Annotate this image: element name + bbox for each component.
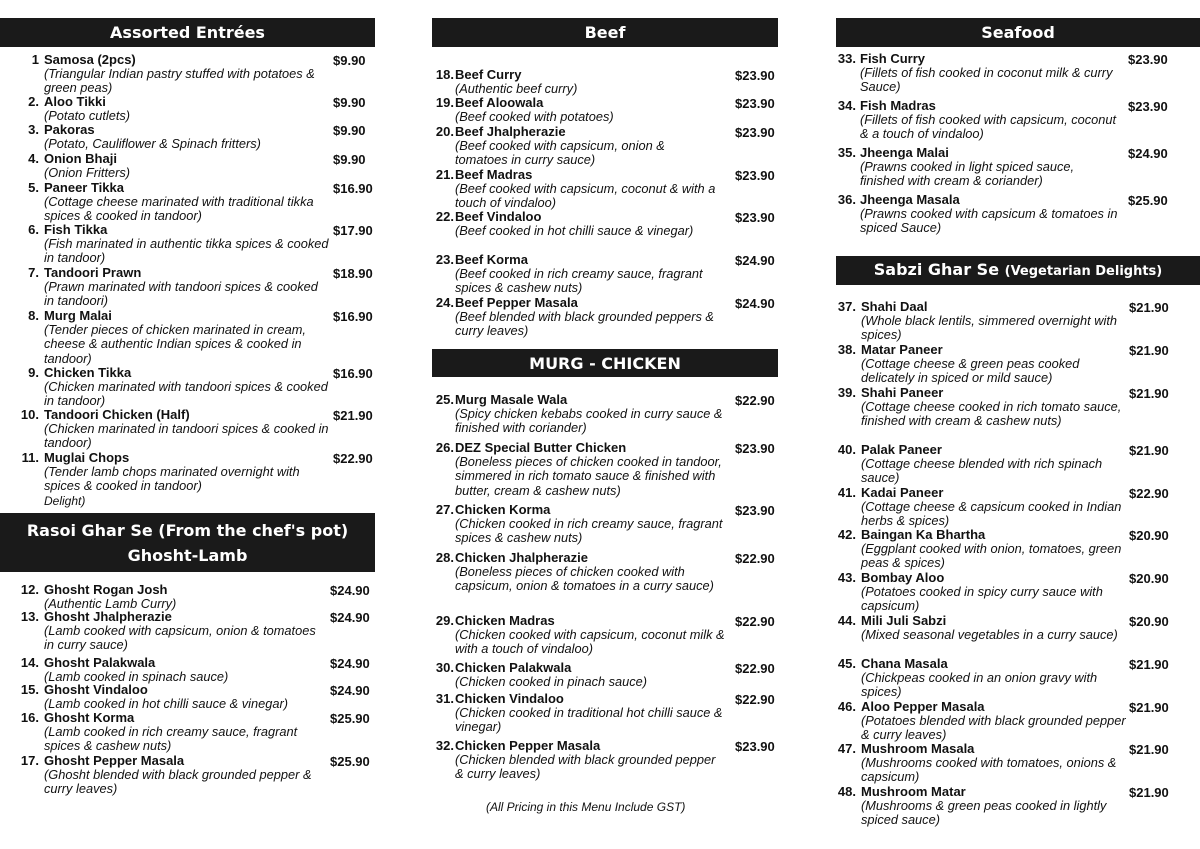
item-name: DEZ Special Butter Chicken	[455, 440, 627, 455]
item-price: $24.90	[330, 683, 370, 698]
item-number: 13.	[20, 609, 39, 624]
item-name: Chicken Madras	[455, 613, 555, 628]
item-number: 37.	[837, 299, 856, 314]
item-price: $16.90	[333, 366, 373, 381]
item-price: $25.90	[330, 711, 370, 726]
item-price: $22.90	[735, 393, 775, 408]
item-description: (Beef blended with black grounded peppers & curry leaves)	[455, 309, 714, 339]
item-name: Shahi Daal	[861, 299, 928, 314]
section-title-small: (Vegetarian Delights)	[1004, 264, 1163, 279]
item-number: 21.	[435, 167, 454, 182]
item-number: 48.	[837, 784, 856, 799]
item-number: 33.	[837, 51, 856, 66]
item-name: Ghosht Rogan Josh	[44, 582, 168, 597]
item-name: Fish Tikka	[44, 222, 108, 237]
item-description: (Eggplant cooked with onion, tomatoes, green peas & spices)	[861, 541, 1122, 571]
item-description: (Tender lamb chops marinated overnight with spices & cooked in tandoor)	[44, 464, 300, 494]
item-number: 40.	[837, 442, 856, 457]
item-number: 47.	[837, 741, 856, 756]
item-price: $23.90	[1128, 99, 1168, 114]
item-price: $24.90	[330, 656, 370, 671]
section-header-vegetarian	[836, 256, 1200, 285]
item-name: Baingan Ka Bhartha	[861, 527, 986, 542]
item-number: 1	[31, 52, 39, 67]
item-description: (Authentic beef curry)	[455, 81, 578, 96]
item-price: $22.90	[735, 551, 775, 566]
item-name: Chicken Korma	[455, 502, 551, 517]
item-price: $24.90	[1128, 146, 1168, 161]
item-description: (Whole black lentils, simmered overnight with spices)	[861, 313, 1118, 343]
section-title-wrap	[836, 257, 1200, 284]
item-price: $21.90	[1129, 742, 1169, 757]
item-name: Mushroom Matar	[861, 784, 966, 799]
item-description: (Lamb cooked in rich creamy sauce, fragrant spices & cashew nuts)	[44, 724, 298, 754]
item-number: 31.	[435, 691, 454, 706]
item-number: 5.	[28, 180, 39, 195]
item-number: 25.	[435, 392, 454, 407]
item-name: Chana Masala	[861, 656, 948, 671]
item-name: Muglai Chops	[44, 450, 130, 465]
item-number: 46.	[837, 699, 856, 714]
item-number: 24.	[435, 295, 454, 310]
item-description: (Potato cutlets)	[44, 108, 131, 123]
item-price: $22.90	[1129, 486, 1169, 501]
item-description: (Lamb cooked with capsicum, onion & tomatoes in curry sauce)	[44, 623, 316, 653]
item-description: (Beef cooked in rich creamy sauce, fragrant spices & cashew nuts)	[455, 266, 703, 296]
item-name: Beef Jhalpherazie	[455, 124, 566, 139]
item-name: Chicken Vindaloo	[455, 691, 564, 706]
item-description: (Triangular Indian pastry stuffed with potatoes & green peas)	[44, 66, 315, 96]
item-price: $21.90	[1129, 700, 1169, 715]
item-number: 3.	[28, 122, 39, 137]
item-number: 18.	[435, 67, 454, 82]
item-price: $20.90	[1129, 614, 1169, 629]
item-description: (Fillets of fish cooked with capsicum, coconut & a touch of vindaloo)	[860, 112, 1117, 142]
item-description: (Beef cooked with potatoes)	[455, 109, 614, 124]
item-description-extra: Delight)	[44, 493, 86, 508]
item-description: (Beef cooked with capsicum, coconut & with a touch of vindaloo)	[455, 181, 716, 211]
item-number: 42.	[837, 527, 856, 542]
item-description: (Beef cooked with capsicum, onion & tomatoes in curry sauce)	[455, 138, 665, 168]
item-description: (Cottage cheese marinated with traditional tikka spices & cooked in tandoor)	[44, 194, 314, 224]
item-description: (Chicken blended with black grounded pepper & curry leaves)	[455, 752, 716, 782]
section-title: Beef	[584, 23, 626, 42]
item-description: (Cottage cheese & green peas cooked delicately in spiced or mild sauce)	[861, 356, 1080, 386]
item-name: Beef Aloowala	[455, 95, 544, 110]
item-number: 44.	[837, 613, 856, 628]
item-name: Samosa (2pcs)	[44, 52, 136, 67]
item-number: 34.	[837, 98, 856, 113]
item-name: Mili Juli Sabzi	[861, 613, 947, 628]
item-description: (Ghosht blended with black grounded pepper & curry leaves)	[44, 767, 312, 797]
item-description: (Potato, Cauliflower & Spinach fritters)	[44, 136, 261, 151]
item-number: 19.	[435, 95, 454, 110]
item-price: $23.90	[735, 168, 775, 183]
item-name: Fish Curry	[860, 51, 926, 66]
item-price: $21.90	[1129, 443, 1169, 458]
item-description: (Onion Fritters)	[44, 165, 131, 180]
item-price: $25.90	[1128, 193, 1168, 208]
section-header-lamb	[0, 513, 375, 572]
item-name: Ghosht Palakwala	[44, 655, 156, 670]
item-description: (Mixed seasonal vegetables in a curry sauce)	[861, 627, 1118, 642]
section-title: Assorted Entrées	[110, 23, 265, 42]
item-description: (Fish marinated in authentic tikka spices & cooked in tandoor)	[44, 236, 329, 266]
item-price: $21.90	[1129, 386, 1169, 401]
item-price: $22.90	[735, 692, 775, 707]
item-number: 8.	[28, 308, 39, 323]
section-title: Rasoi Ghar Se (From the chef's pot)	[26, 520, 349, 540]
item-name: Bombay Aloo	[861, 570, 945, 585]
item-price: $24.90	[330, 583, 370, 598]
item-name: Beef Madras	[455, 167, 533, 182]
item-name: Paneer Tikka	[44, 180, 124, 195]
item-name: Beef Korma	[455, 252, 528, 267]
item-description: (Chickpeas cooked in an onion gravy with spices)	[861, 670, 1098, 700]
item-name: Ghosht Korma	[44, 710, 135, 725]
item-number: 29.	[435, 613, 454, 628]
item-name: Ghosht Vindaloo	[44, 682, 148, 697]
item-description: (Chicken cooked in pinach sauce)	[455, 674, 648, 689]
item-name: Murg Malai	[44, 308, 112, 323]
item-description: (Mushrooms & green peas cooked in lightly spiced sauce)	[861, 798, 1107, 828]
item-price: $24.90	[330, 610, 370, 625]
item-name: Palak Paneer	[861, 442, 942, 457]
item-price: $21.90	[1129, 785, 1169, 800]
item-name: Beef Vindaloo	[455, 209, 542, 224]
item-name: Aloo Pepper Masala	[861, 699, 985, 714]
item-description: (Spicy chicken kebabs cooked in curry sauce & finished with coriander)	[455, 406, 723, 436]
section-title: MURG - CHICKEN	[529, 353, 681, 373]
section-header-seafood	[836, 18, 1200, 47]
section-header-beef	[432, 18, 778, 47]
item-description: (Mushrooms cooked with tomatoes, onions & capsicum)	[861, 755, 1117, 785]
item-number: 30.	[435, 660, 454, 675]
item-price: $21.90	[333, 408, 373, 423]
item-price: $17.90	[333, 223, 373, 238]
item-description: (Tender pieces of chicken marinated in cream, cheese & authentic Indian spices & cooked in tandoor)	[44, 322, 306, 366]
item-number: 12.	[20, 582, 39, 597]
item-number: 35.	[837, 145, 856, 160]
item-description: (Prawns cooked with capsicum & tomatoes in spiced Sauce)	[860, 206, 1118, 236]
item-description: (Lamb cooked in spinach sauce)	[44, 669, 229, 684]
item-name: Chicken Pepper Masala	[455, 738, 601, 753]
item-price: $22.90	[735, 614, 775, 629]
section-subtitle: Ghosht-Lamb	[127, 545, 248, 565]
item-number: 15.	[20, 682, 39, 697]
item-description: (Boneless pieces of chicken cooked with capsicum, onion & tomatoes in a curry sauce)	[455, 564, 714, 594]
item-price: $9.90	[333, 95, 366, 110]
item-name: Beef Pepper Masala	[455, 295, 578, 310]
item-number: 4.	[28, 151, 39, 166]
item-description: (Beef cooked in hot chilli sauce & vinegar)	[455, 223, 694, 238]
item-number: 17.	[20, 753, 39, 768]
section-title: Seafood	[981, 23, 1055, 42]
item-number: 26.	[435, 440, 454, 455]
item-description: (Cottage cheese cooked in rich tomato sauce, finished with cream & cashew nuts)	[861, 399, 1122, 429]
item-price: $23.90	[735, 441, 775, 456]
item-price: $9.90	[333, 53, 366, 68]
item-number: 20.	[435, 124, 454, 139]
item-number: 38.	[837, 342, 856, 357]
item-number: 41.	[837, 485, 856, 500]
item-description: (Cottage cheese blended with rich spinach sauce)	[861, 456, 1103, 486]
item-description: (Chicken marinated in tandoori spices & cooked in tandoor)	[44, 421, 329, 451]
item-price: $23.90	[735, 210, 775, 225]
item-price: $25.90	[330, 754, 370, 769]
item-name: Beef Curry	[455, 67, 522, 82]
item-price: $20.90	[1129, 571, 1169, 586]
item-price: $23.90	[735, 68, 775, 83]
item-price: $23.90	[735, 503, 775, 518]
item-price: $18.90	[333, 266, 373, 281]
item-price: $16.90	[333, 181, 373, 196]
item-name: Ghosht Pepper Masala	[44, 753, 185, 768]
item-name: Chicken Jhalpherazie	[455, 550, 588, 565]
item-price: $21.90	[1129, 657, 1169, 672]
item-number: 10.	[20, 407, 39, 422]
item-number: 28.	[435, 550, 454, 565]
item-number: 6.	[28, 222, 39, 237]
item-name: Kadai Paneer	[861, 485, 944, 500]
item-description: (Chicken cooked with capsicum, coconut milk & with a touch of vindaloo)	[455, 627, 725, 657]
item-name: Jheenga Masala	[860, 192, 960, 207]
item-number: 39.	[837, 385, 856, 400]
item-price: $20.90	[1129, 528, 1169, 543]
item-price: $23.90	[735, 739, 775, 754]
item-number: 7.	[28, 265, 39, 280]
item-description: (Potatoes blended with black grounded pepper & curry leaves)	[861, 713, 1126, 743]
item-name: Matar Paneer	[861, 342, 943, 357]
item-description: (Fillets of fish cooked in coconut milk & curry Sauce)	[860, 65, 1113, 95]
item-number: 23.	[435, 252, 454, 267]
item-price: $21.90	[1129, 343, 1169, 358]
item-name: Fish Madras	[860, 98, 936, 113]
item-name: Chicken Tikka	[44, 365, 132, 380]
item-number: 43.	[837, 570, 856, 585]
item-description: (Authentic Lamb Curry)	[44, 596, 177, 611]
item-name: Chicken Palakwala	[455, 660, 572, 675]
item-number: 11.	[21, 450, 39, 465]
item-description: (Prawns cooked in light spiced sauce, finished with cream & coriander)	[860, 159, 1075, 189]
item-name: Murg Masale Wala	[455, 392, 568, 407]
item-name: Onion Bhaji	[44, 151, 117, 166]
item-number: 45.	[837, 656, 856, 671]
item-price: $9.90	[333, 152, 366, 167]
item-name: Tandoori Chicken (Half)	[44, 407, 190, 422]
item-number: 9.	[28, 365, 39, 380]
item-number: 36.	[837, 192, 856, 207]
item-price: $23.90	[735, 96, 775, 111]
item-number: 16.	[20, 710, 39, 725]
item-price: $22.90	[333, 451, 373, 466]
item-price: $23.90	[735, 125, 775, 140]
item-price: $24.90	[735, 253, 775, 268]
item-name: Aloo Tikki	[44, 94, 106, 109]
section-header-entrees	[0, 18, 375, 47]
section-title: Sabzi Ghar Se	[873, 260, 1000, 279]
item-price: $24.90	[735, 296, 775, 311]
item-price: $22.90	[735, 661, 775, 676]
item-price: $16.90	[333, 309, 373, 324]
item-description: (Lamb cooked in hot chilli sauce & vinegar)	[44, 696, 288, 711]
gst-note: (All Pricing in this Menu Include GST)	[486, 800, 686, 814]
item-description: (Chicken cooked in traditional hot chilli sauce & vinegar)	[455, 705, 723, 735]
item-number: 27.	[435, 502, 454, 517]
item-number: 2.	[28, 94, 39, 109]
item-number: 32.	[435, 738, 454, 753]
item-name: Tandoori Prawn	[44, 265, 142, 280]
item-description: (Chicken marinated with tandoori spices & cooked in tandoor)	[44, 379, 328, 409]
item-number: 14.	[20, 655, 39, 670]
item-price: $23.90	[1128, 52, 1168, 67]
item-description: (Potatoes cooked in spicy curry sauce with capsicum)	[861, 584, 1103, 614]
item-name: Pakoras	[44, 122, 95, 137]
item-description: (Chicken cooked in rich creamy sauce, fragrant spices & cashew nuts)	[455, 516, 723, 546]
item-name: Ghosht Jhalpherazie	[44, 609, 172, 624]
section-header-chicken	[432, 349, 778, 377]
item-description: (Prawn marinated with tandoori spices & cooked in tandoori)	[44, 279, 318, 309]
item-name: Mushroom Masala	[861, 741, 975, 756]
item-name: Jheenga Malai	[860, 145, 949, 160]
item-price: $21.90	[1129, 300, 1169, 315]
item-price: $9.90	[333, 123, 366, 138]
item-number: 22.	[435, 209, 454, 224]
item-description: (Cottage cheese & capsicum cooked in Indian herbs & spices)	[861, 499, 1122, 529]
item-description: (Boneless pieces of chicken cooked in tandoor, simmered in rich tomato sauce & finished with butter, cream & cashew nuts)	[455, 454, 722, 498]
item-name: Shahi Paneer	[861, 385, 944, 400]
